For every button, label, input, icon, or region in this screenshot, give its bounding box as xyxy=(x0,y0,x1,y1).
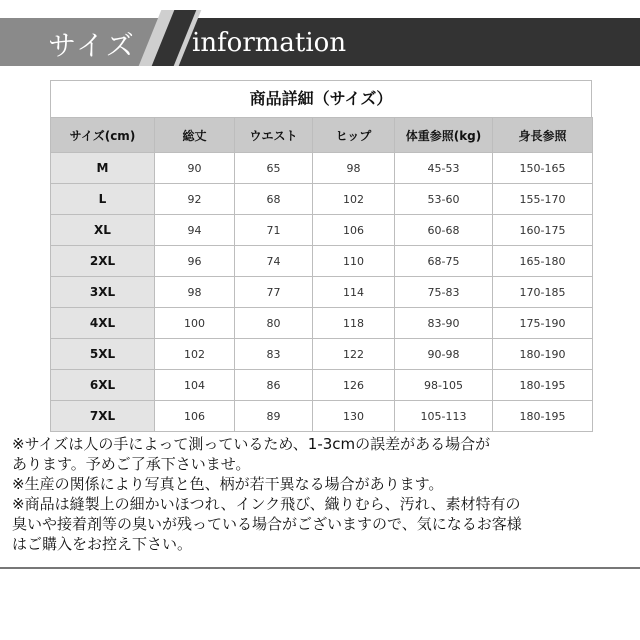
banner-title: サイズ xyxy=(48,29,136,62)
length-cell: 98 xyxy=(155,277,235,308)
bottom-divider xyxy=(0,567,640,569)
size-cell: L xyxy=(51,184,155,215)
weight-cell: 90-98 xyxy=(395,339,493,370)
length-cell: 104 xyxy=(155,370,235,401)
height-cell: 180-190 xyxy=(493,339,593,370)
height-cell: 170-185 xyxy=(493,277,593,308)
table-row xyxy=(51,370,593,401)
table-row xyxy=(51,153,593,184)
hip-cell: 118 xyxy=(313,308,395,339)
size-cell: 3XL xyxy=(51,277,155,308)
section-banner xyxy=(0,10,640,66)
height-cell: 175-190 xyxy=(493,308,593,339)
hip-cell: 130 xyxy=(313,401,395,432)
height-cell: 155-170 xyxy=(493,184,593,215)
length-cell: 100 xyxy=(155,308,235,339)
table-row xyxy=(51,339,593,370)
size-cell: XL xyxy=(51,215,155,246)
waist-cell: 83 xyxy=(235,339,313,370)
height-cell: 180-195 xyxy=(493,370,593,401)
size-cell: 4XL xyxy=(51,308,155,339)
header-height: 身長参照 xyxy=(493,118,593,153)
hip-cell: 106 xyxy=(313,215,395,246)
table-header-row xyxy=(51,118,593,153)
hip-cell: 114 xyxy=(313,277,395,308)
header-size: サイズ(cm) xyxy=(51,118,155,153)
weight-cell: 60-68 xyxy=(395,215,493,246)
waist-cell: 68 xyxy=(235,184,313,215)
weight-cell: 98-105 xyxy=(395,370,493,401)
table-row xyxy=(51,401,593,432)
note-line: あります。予めご了承下さいませ。 xyxy=(12,455,251,473)
size-cell: 7XL xyxy=(51,401,155,432)
waist-cell: 80 xyxy=(235,308,313,339)
header-waist: ウエスト xyxy=(235,118,313,153)
waist-cell: 71 xyxy=(235,215,313,246)
height-cell: 165-180 xyxy=(493,246,593,277)
waist-cell: 74 xyxy=(235,246,313,277)
notes-section xyxy=(12,434,632,554)
note-line: 臭いや接着剤等の臭いが残っている場合がございますので、気になるお客様 xyxy=(12,515,522,533)
table-row xyxy=(51,184,593,215)
note-line: ※生産の関係により写真と色、柄が若干異なる場合があります。 xyxy=(12,475,444,493)
note-line: ※サイズは人の手によって測っているため、1-3cmの誤差がある場合が xyxy=(12,435,491,453)
length-cell: 94 xyxy=(155,215,235,246)
banner-subtitle: information xyxy=(192,28,347,58)
weight-cell: 83-90 xyxy=(395,308,493,339)
table-row xyxy=(51,308,593,339)
hip-cell: 126 xyxy=(313,370,395,401)
length-cell: 106 xyxy=(155,401,235,432)
weight-cell: 75-83 xyxy=(395,277,493,308)
length-cell: 102 xyxy=(155,339,235,370)
waist-cell: 65 xyxy=(235,153,313,184)
waist-cell: 77 xyxy=(235,277,313,308)
length-cell: 96 xyxy=(155,246,235,277)
length-cell: 90 xyxy=(155,153,235,184)
size-table xyxy=(50,117,593,432)
table-row xyxy=(51,215,593,246)
hip-cell: 98 xyxy=(313,153,395,184)
waist-cell: 86 xyxy=(235,370,313,401)
weight-cell: 53-60 xyxy=(395,184,493,215)
header-hip: ヒップ xyxy=(313,118,395,153)
waist-cell: 89 xyxy=(235,401,313,432)
size-cell: 6XL xyxy=(51,370,155,401)
table-row xyxy=(51,277,593,308)
hip-cell: 110 xyxy=(313,246,395,277)
height-cell: 180-195 xyxy=(493,401,593,432)
hip-cell: 102 xyxy=(313,184,395,215)
length-cell: 92 xyxy=(155,184,235,215)
height-cell: 150-165 xyxy=(493,153,593,184)
hip-cell: 122 xyxy=(313,339,395,370)
header-length: 総丈 xyxy=(155,118,235,153)
table-row xyxy=(51,246,593,277)
weight-cell: 68-75 xyxy=(395,246,493,277)
header-weight: 体重参照(kg) xyxy=(395,118,493,153)
note-line: ※商品は縫製上の細かいほつれ、インク飛び、織りむら、汚れ、素材特有の xyxy=(12,495,521,513)
size-cell: 2XL xyxy=(51,246,155,277)
weight-cell: 45-53 xyxy=(395,153,493,184)
size-cell: 5XL xyxy=(51,339,155,370)
table-title: 商品詳細（サイズ） xyxy=(50,80,592,117)
weight-cell: 105-113 xyxy=(395,401,493,432)
size-table-container xyxy=(50,80,592,432)
note-line: はご購入をお控え下さい。 xyxy=(12,535,193,553)
size-cell: M xyxy=(51,153,155,184)
height-cell: 160-175 xyxy=(493,215,593,246)
